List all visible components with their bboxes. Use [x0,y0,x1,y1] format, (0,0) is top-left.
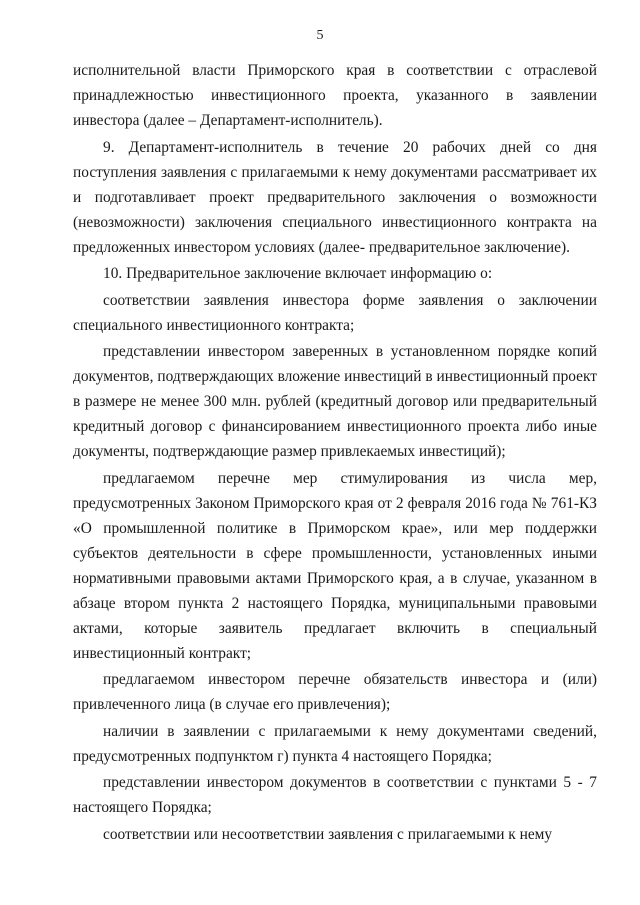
page-number: 5 [316,28,324,43]
list-item-investment-documents: представлении инвестором заверенных в установленном порядке копий документов, подтверждающих вложение инвестиций в инвестиционный проект в размере не менее 300 млн. рублей (кредитный договор или предварительный кредитный договор с финансированием инвестиционного проекта либо иные документы, подтверждающие размер привлекаемых инвестиций); [73,343,597,460]
document-body [73,58,597,848]
list-item-application-compliance: соответствии или несоответствии заявления с прилагаемыми к нему [103,825,553,843]
list-item-investor-obligations: предлагаемом инвестором перечне обязательств инвестора и (или) привлеченного лица (в случае его привлечения); [73,671,597,713]
list-item-form-compliance: соответствии заявления инвестора форме заявления о заключении специального инвестиционного контракта; [73,291,597,334]
list-item-information-presence: наличии в заявлении с прилагаемыми к нему документами сведений, предусмотренных подпунктом г) пункта 4 настоящего Порядка; [73,722,597,765]
list-item-documents-submission: представлении инвестором документов в соответствии с пунктами 5 - 7 настоящего Порядка; [73,774,597,816]
paragraph-item-10: 10. Предварительное заключение включает информацию о: [103,265,493,282]
paragraph-item-9: 9. Департамент-исполнитель в течение 20 рабочих дней со дня поступления заявления с прилагаемыми к нему документами рассматривает их и подготавливает проект предварительного заключения о возможности (невозможности) заключения специального инвестиционного контракта на предложенных инвестором условиях (далее- предварительное заключение). [73,138,597,256]
list-item-incentive-measures: предлагаемом перечне мер стимулирования из числа мер, предусмотренных Законом Приморского края от 2 февраля 2016 года № 761-КЗ «О промышленной политике в Приморском крае», или мер поддержки субъектов деятельности в сфере промышленности, установленных иными нормативными правовыми актами Приморского края, а в случае, указанном в абзаце втором пункта 2 настоящего Порядка, муниципальными правовыми актами, которые заявитель предлагает включить в специальный инвестиционный контракт; [73,469,597,662]
paragraph-continuation: исполнительной власти Приморского края в соответствии с отраслевой принадлежностью инвестиционного проекта, указанного в заявлении инвестора (далее – Департамент-исполнитель). [73,62,597,129]
